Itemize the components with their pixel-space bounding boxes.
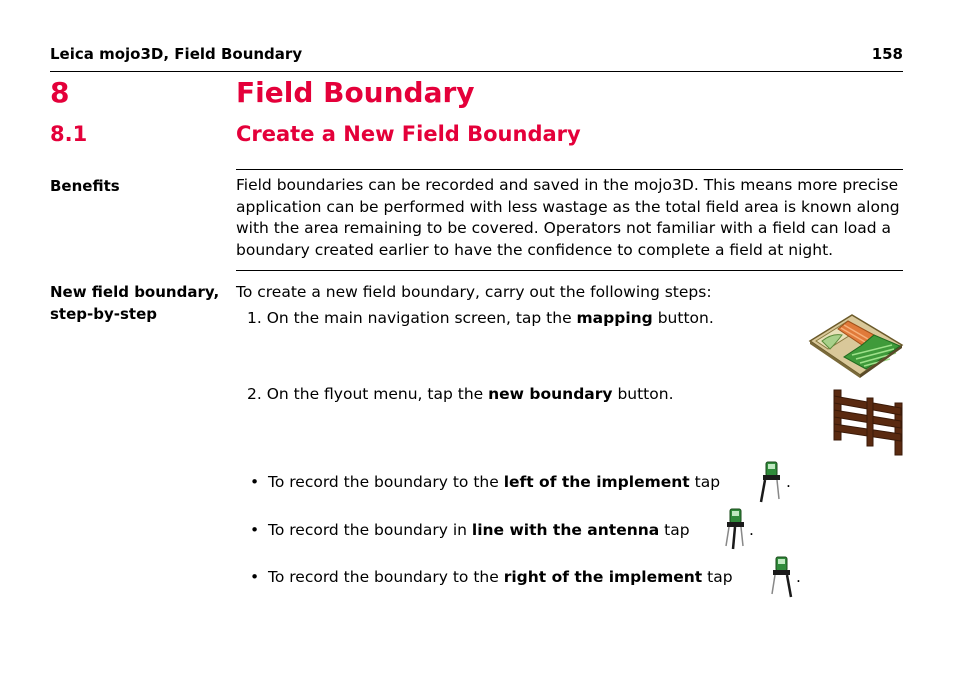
benefits-label: Benefits: [50, 177, 120, 195]
bullet-center-period: .: [749, 521, 754, 539]
step-2-prefix: 2. On the flyout menu, tap the: [247, 385, 489, 403]
bullet-marker: •: [250, 473, 260, 491]
bullet-left-period: .: [786, 473, 791, 491]
new-field-label: New field boundary, step-by-step: [50, 283, 220, 323]
bullet-center-suffix: tap: [659, 521, 690, 539]
step-1-keyword: mapping: [576, 309, 653, 327]
section-rule-middle: [236, 270, 903, 271]
tractor-center-icon[interactable]: [721, 508, 749, 550]
tractor-right-icon[interactable]: [767, 556, 795, 598]
page-number: 158: [871, 45, 903, 63]
bullet-left-suffix: tap: [689, 473, 721, 491]
fence-icon[interactable]: [831, 388, 903, 456]
bullet-left: [250, 472, 808, 494]
step-1-prefix: 1. On the main navigation screen, tap the: [247, 309, 577, 327]
bullet-right-keyword: right of the implement: [503, 568, 703, 586]
step-2-suffix: button.: [612, 385, 674, 403]
mapping-field-icon[interactable]: [808, 311, 904, 379]
bullet-left-prefix: To record the boundary to the: [268, 473, 504, 491]
step-2: [247, 384, 787, 406]
chapter-number: 8: [50, 76, 70, 109]
section-number: 8.1: [50, 122, 88, 146]
step-1-suffix: button.: [652, 309, 714, 327]
bullet-right-period: .: [796, 568, 801, 586]
section-title: Create a New Field Boundary: [236, 122, 581, 146]
intro-text: To create a new field boundary, carry out the following steps:: [236, 283, 712, 301]
bullet-center-keyword: line with the antenna: [471, 521, 660, 539]
header-rule: [50, 71, 903, 72]
chapter-title: Field Boundary: [236, 76, 475, 109]
bullet-right: [250, 567, 808, 589]
bullet-marker: •: [250, 521, 260, 539]
bullet-right-suffix: tap: [702, 568, 733, 586]
running-header: Leica mojo3D, Field Boundary: [50, 45, 303, 63]
bullet-right-prefix: To record the boundary to the: [268, 568, 504, 586]
bullet-left-keyword: left of the implement: [503, 473, 690, 491]
bullet-marker: •: [250, 568, 260, 586]
tractor-left-icon[interactable]: [757, 461, 785, 503]
section-rule-top: [236, 169, 903, 170]
step-1: [247, 308, 787, 330]
step-2-keyword: new boundary: [488, 385, 613, 403]
benefits-paragraph: Field boundaries can be recorded and saved in the mojo3D. This means more precise application can be performed with less wastage as the total field area is known along with the area remaining to be covered. Operators not familiar with a field can load a boundary created earlier to have the confidence to complete a field at night.: [236, 176, 900, 259]
bullet-center-prefix: To record the boundary in: [268, 521, 472, 539]
